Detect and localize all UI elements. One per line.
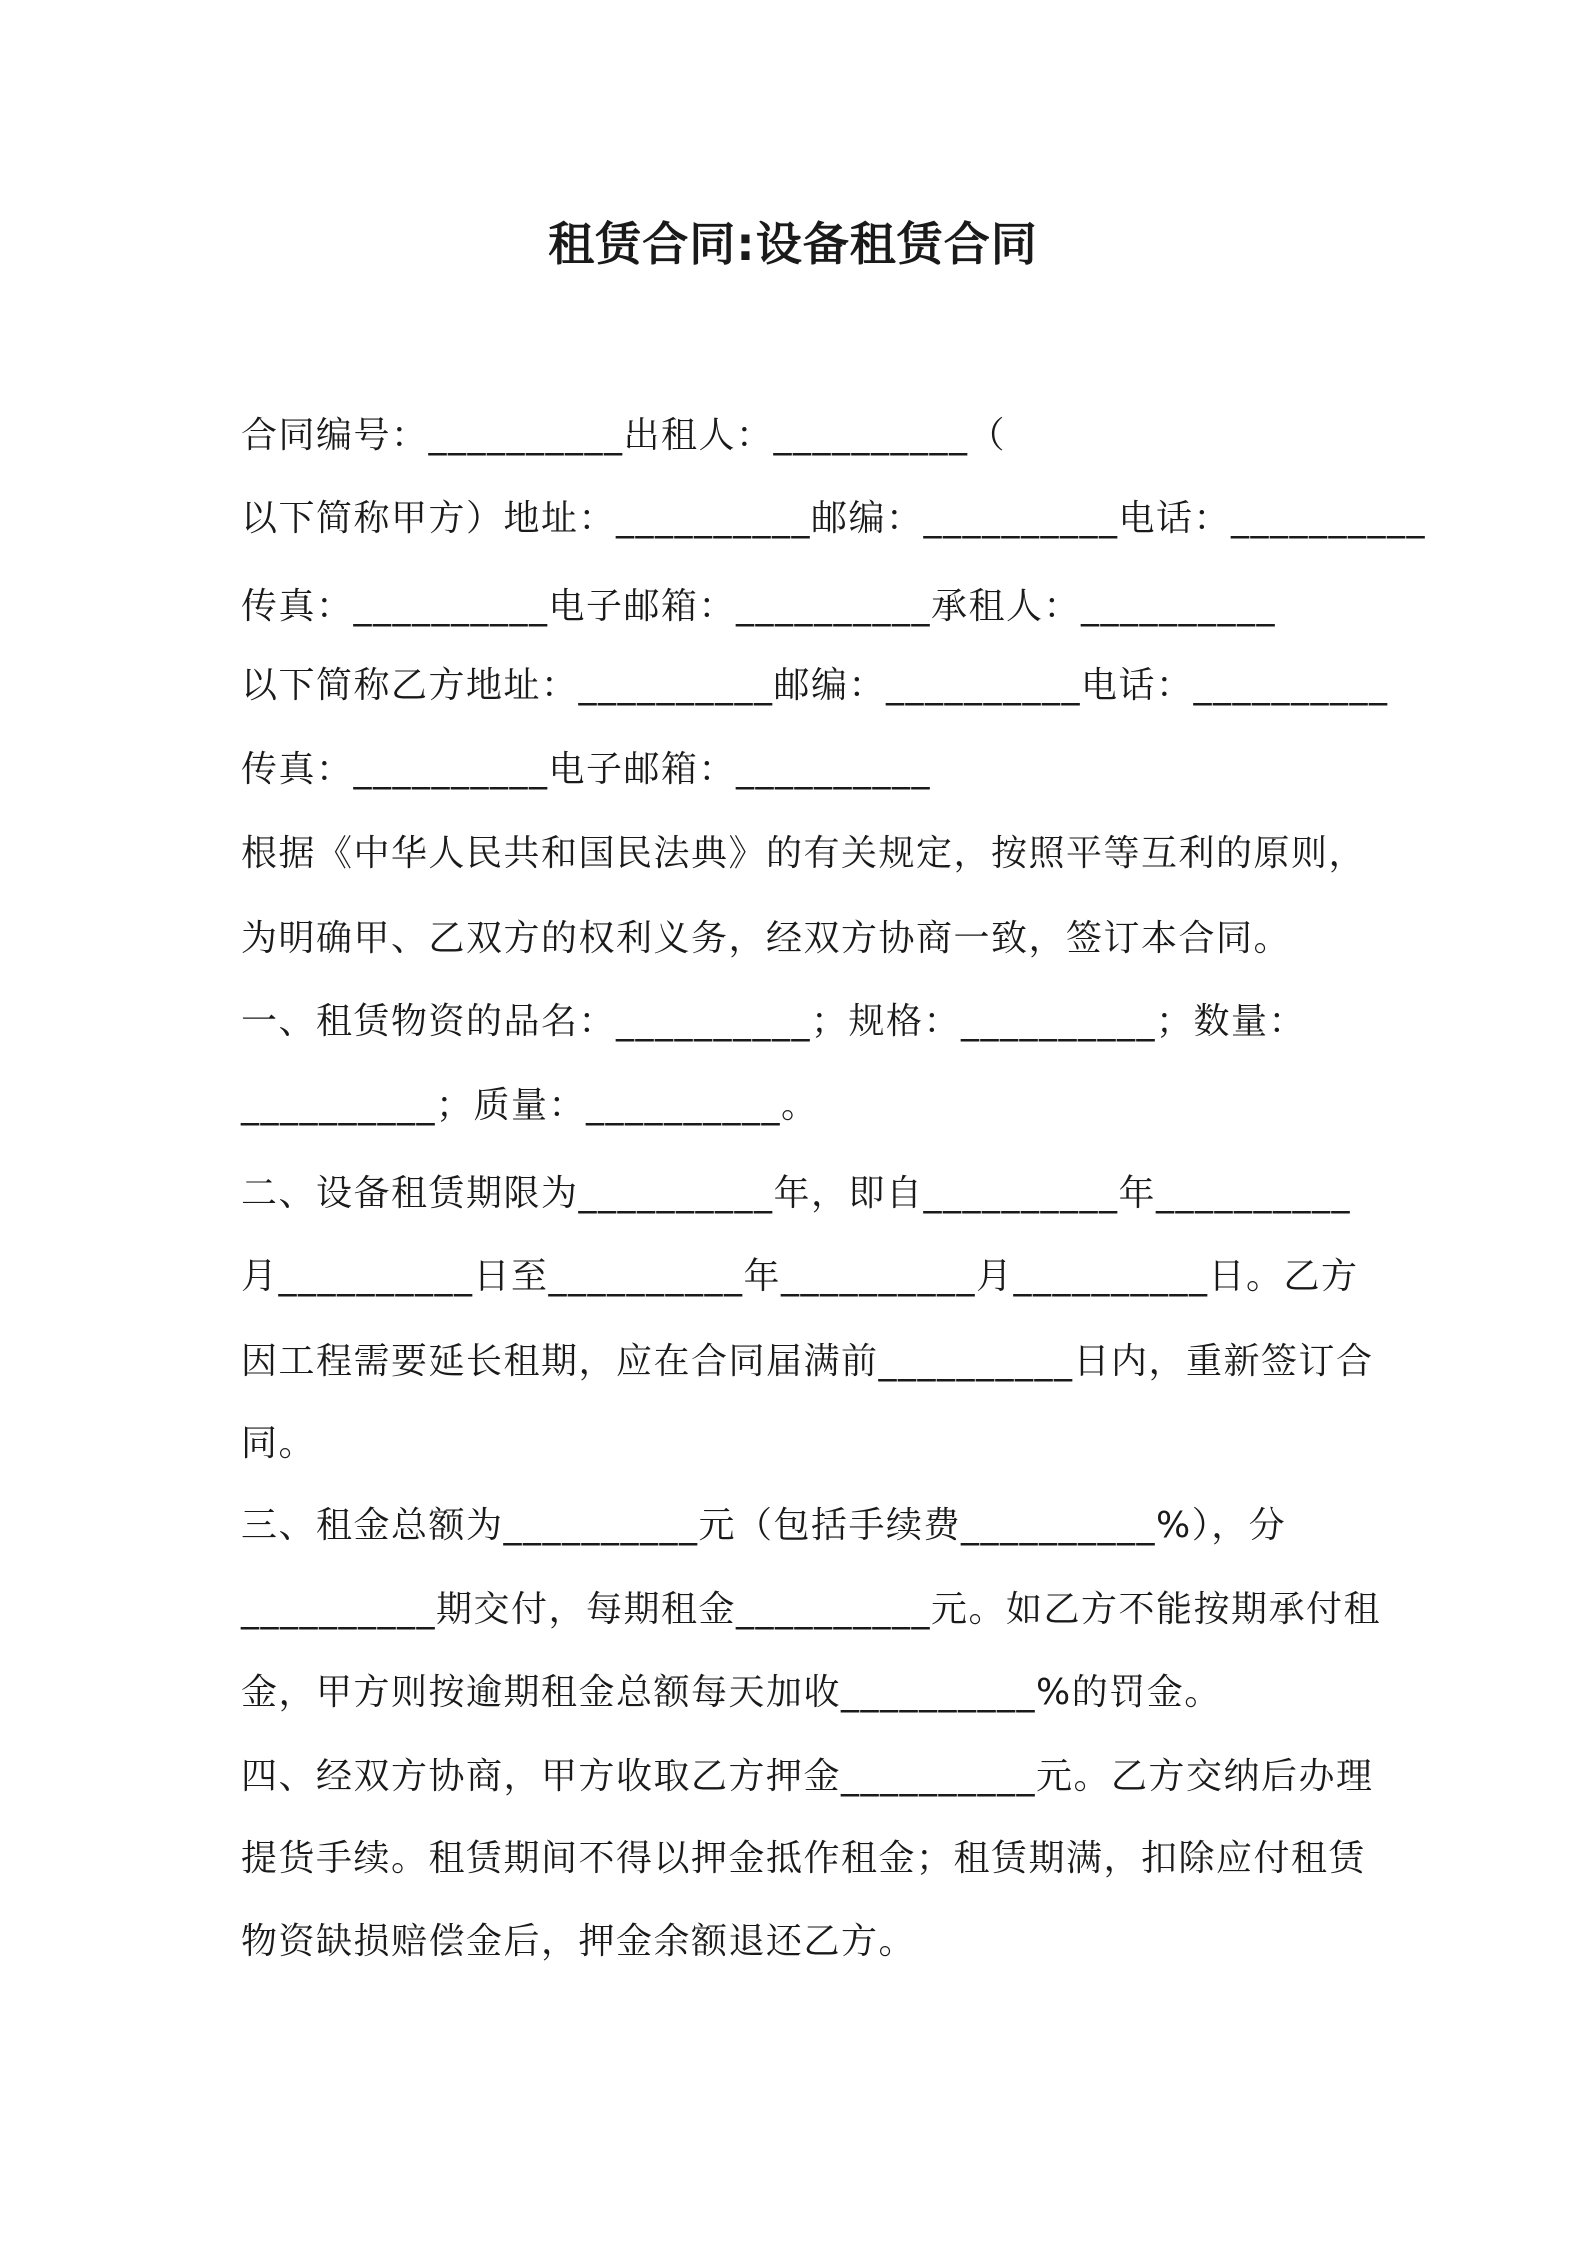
lessor-address-line: 以下简称甲方）地址：__________邮编：__________电话：__________ [241,498,1427,539]
clause-2-line: 因工程需要延长租期，应在合同届满前__________日内，重新签订合 [241,1341,1374,1382]
clause-4-line: 物资缺损赔偿金后，押金余额退还乙方。 [241,1921,917,1962]
clause-2-line: 二、设备租赁期限为__________年，即自__________年__________ [241,1173,1352,1214]
document-title: 租赁合同:设备租赁合同 [548,217,1038,271]
lessor-fax-line: 传真：__________电子邮箱：__________承租人：__________ [241,586,1277,627]
clause-2-line: 月__________日至__________年__________月__________日。乙方 [241,1256,1359,1297]
clause-4-line: 四、经双方协商，甲方收取乙方押金__________元。乙方交纳后办理 [241,1756,1374,1797]
clause-3-line: 金，甲方则按逾期租金总额每天加收__________%的罚金。 [241,1672,1222,1713]
preamble-line: 为明确甲、乙双方的权利义务，经双方协商一致，签订本合同。 [241,918,1292,959]
contract-parties-line: 合同编号：__________出租人：__________（ [241,415,1007,456]
lessee-fax-line: 传真：__________电子邮箱：__________ [241,749,932,790]
preamble-line: 根据《中华人民共和国民法典》的有关规定，按照平等互利的原则， [241,833,1367,874]
clause-4-line: 提货手续。租赁期间不得以押金抵作租金；租赁期满，扣除应付租赁 [241,1838,1367,1879]
lessee-address-line: 以下简称乙方地址：__________邮编：__________电话：__________ [241,665,1389,706]
clause-3-line: __________期交付，每期租金__________元。如乙方不能按期承付租 [241,1589,1382,1630]
clause-1-line: 一、租赁物资的品名：__________；规格：__________；数量： [241,1001,1307,1042]
clause-1-line: __________；质量：__________。 [241,1085,819,1126]
clause-2-line: 同。 [241,1423,317,1464]
clause-3-line: 三、租金总额为__________元（包括手续费__________%），分 [241,1505,1287,1546]
